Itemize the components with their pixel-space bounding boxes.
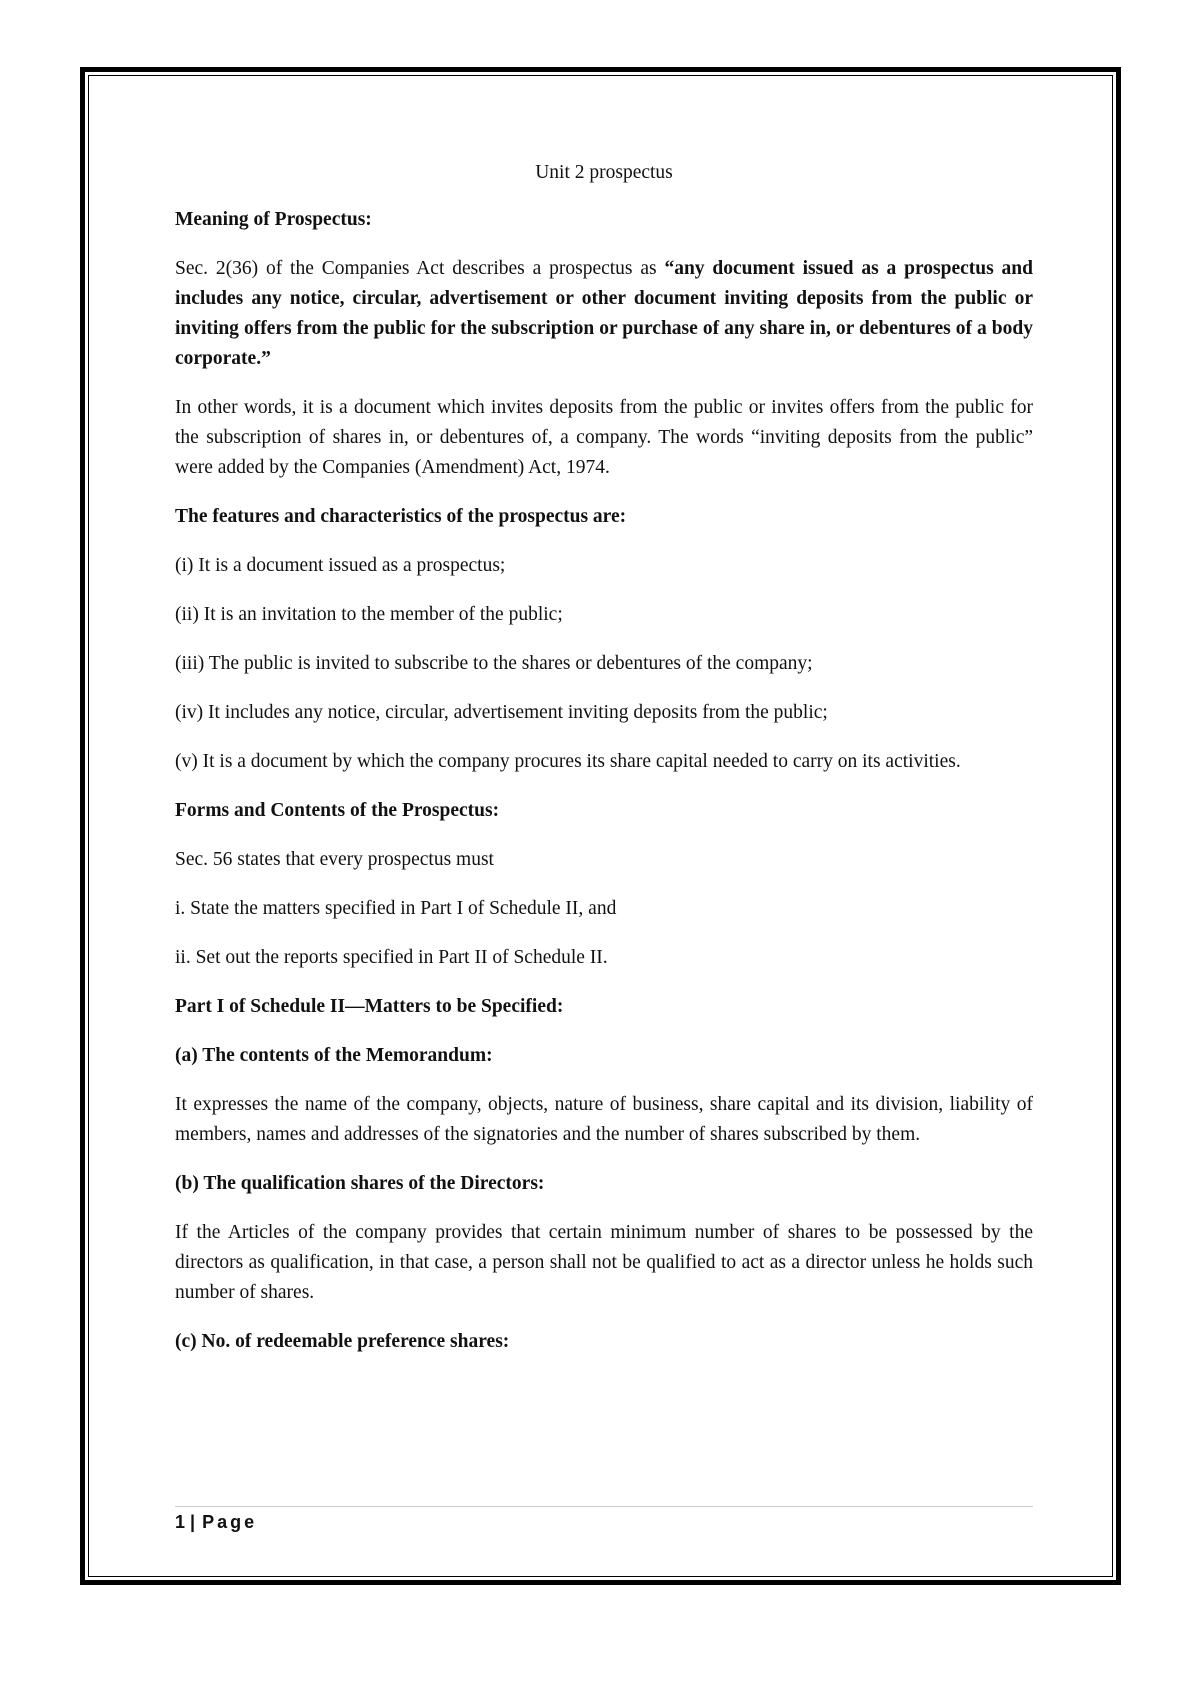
qualification-paragraph: If the Articles of the company provides that certain minimum number of shares to be possessed by the directors as qualification, in that case, a person shall not be qualified to act as a director unless he holds such number of shares. [175,1222,1033,1303]
memorandum-paragraph: It expresses the name of the company, objects, nature of business, share capital and its division, liability of members, names and addresses of the signatories and the number of shares subscribed by them. [175,1094,1033,1145]
document-title: Unit 2 prospectus [535,162,673,183]
part1-heading: Part I of Schedule II—Matters to be Specified: [175,996,564,1017]
page-footer [175,1512,257,1533]
feature-item: (iv) It includes any notice, circular, advertisement inviting deposits from the public; [175,702,828,723]
feature-item: (iii) The public is invited to subscribe to the shares or debentures of the company; [175,653,813,674]
footer-divider [175,1506,1033,1507]
footer-separator: | [190,1512,196,1532]
definition-intro: Sec. 2(36) of the Companies Act describes a prospectus as [175,258,665,279]
definition-quote: “any document issued as a prospectus and includes any notice, circular, advertisement or other document inviting deposits from the public or inviting offers from the public for the subscription or purchase of any share in, or debentures of a body corporate.” [175,258,1033,369]
meaning-heading: Meaning of Prospectus: [175,209,372,230]
memorandum-heading: (a) The contents of the Memorandum: [175,1045,493,1066]
feature-item: (i) It is a document issued as a prospectus; [175,555,506,576]
forms-item: i. State the matters specified in Part I of Schedule II, and [175,898,617,919]
qualification-heading: (b) The qualification shares of the Directors: [175,1173,545,1194]
definition-paragraph [175,254,1033,374]
feature-item: (ii) It is an invitation to the member of the public; [175,604,563,625]
other-words-paragraph: In other words, it is a document which invites deposits from the public or invites offers from the public for the subscription of shares in, or debentures of, a company. The words “inviting deposits from the public” were added by the Companies (Amendment) Act, 1974. [175,397,1033,478]
forms-heading: Forms and Contents of the Prospectus: [175,800,500,821]
document-body [175,158,1033,1376]
forms-item: ii. Set out the reports specified in Part II of Schedule II. [175,947,608,968]
features-heading: The features and characteristics of the prospectus are: [175,506,627,527]
feature-item: (v) It is a document by which the company procures its share capital needed to carry on its activities. [175,751,961,772]
page-number: 1 [175,1512,186,1532]
page-label: Page [202,1512,258,1532]
redeemable-shares-heading: (c) No. of redeemable preference shares: [175,1331,510,1352]
forms-intro: Sec. 56 states that every prospectus must [175,849,494,870]
